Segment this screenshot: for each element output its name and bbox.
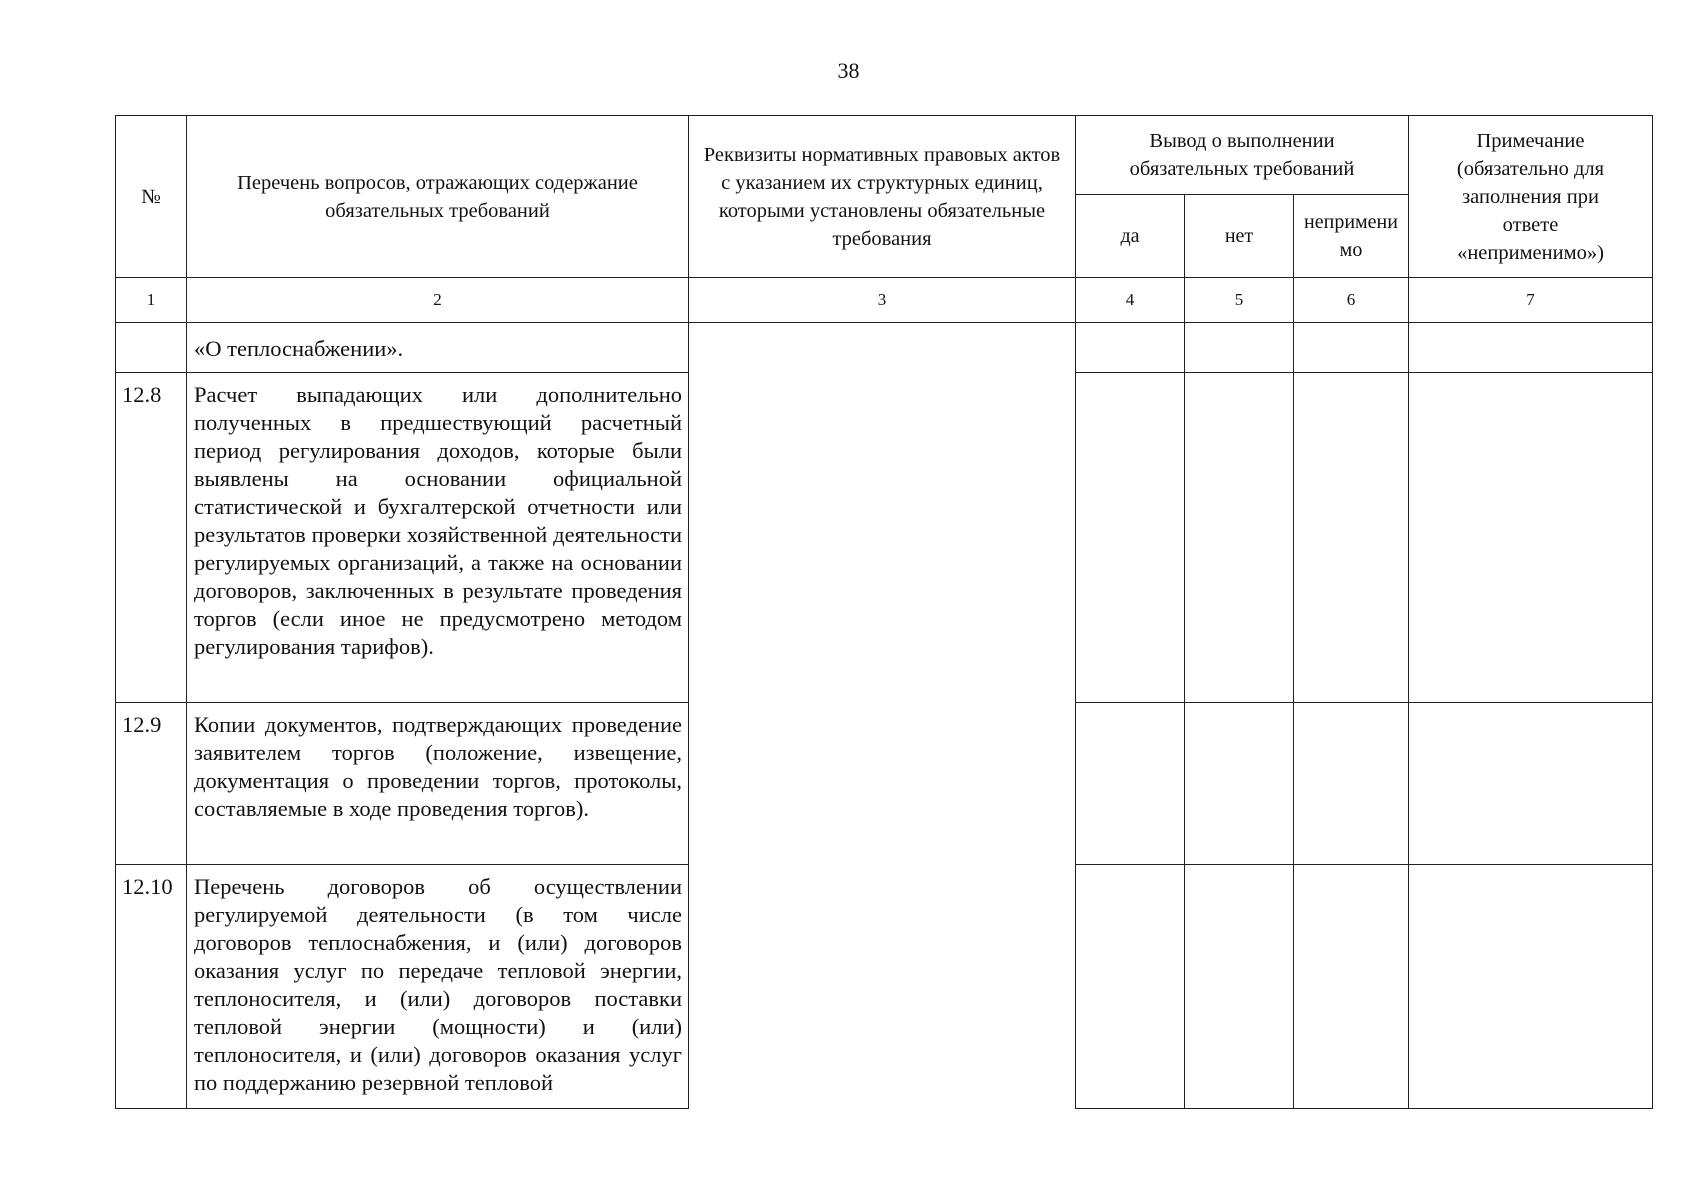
requisites-cell <box>689 323 1076 1109</box>
note-cell[interactable] <box>1409 703 1653 865</box>
row-number: 12.10 <box>116 865 187 1109</box>
answer-not-applicable-cell[interactable] <box>1294 373 1409 703</box>
answer-no-cell[interactable] <box>1185 865 1294 1109</box>
page-number: 38 <box>837 58 860 83</box>
header-yes: да <box>1076 195 1185 278</box>
row-question-text: Расчет выпадающих или дополнительно полученных в предшествующий расчетный период регулирования доходов, которые были выявлены на основании официальной статистической и бухгалтерской отчетности или результатов проверки хозяйственной деятельности регулируемых организаций, а также на основании договоров, заключенных в результате проведения торгов (если иное не предусмотрено методом регулирования тарифов). <box>187 373 689 703</box>
column-number-3: 3 <box>689 278 1076 323</box>
row-question-text: Копии документов, подтверждающих проведение заявителем торгов (положение, извещение, документация о проведении торгов, протоколы, составляемые в ходе проведения торгов). <box>187 703 689 865</box>
column-number-5: 5 <box>1185 278 1294 323</box>
answer-not-applicable-cell[interactable] <box>1294 865 1409 1109</box>
answer-not-applicable-cell[interactable] <box>1294 323 1409 373</box>
answer-no-cell[interactable] <box>1185 323 1294 373</box>
row-question-text: Перечень договоров об осуществлении регулируемой деятельности (в том числе договоров теплоснабжения, и (или) договоров оказания услуг по передаче тепловой энергии, теплоносителя, и (или) договоров поставки тепловой энергии (мощности) и (или) теплоносителя, и (или) договоров оказания услуг по поддержанию резервной тепловой <box>187 865 689 1109</box>
header-requisites: Реквизиты нормативных правовых актов с указанием их структурных единиц, которыми установлены обязательные требования <box>689 116 1076 278</box>
note-cell[interactable] <box>1409 865 1653 1109</box>
answer-yes-cell[interactable] <box>1076 323 1185 373</box>
header-note: Примечание (обязательно для заполнения при ответе «неприменимо») <box>1409 116 1653 278</box>
answer-yes-cell[interactable] <box>1076 703 1185 865</box>
note-cell[interactable] <box>1409 373 1653 703</box>
answer-no-cell[interactable] <box>1185 703 1294 865</box>
header-conclusion: Вывод о выполнении обязательных требований <box>1076 116 1409 195</box>
column-number-7: 7 <box>1409 278 1653 323</box>
row-number: 12.9 <box>116 703 187 865</box>
answer-not-applicable-cell[interactable] <box>1294 703 1409 865</box>
answer-yes-cell[interactable] <box>1076 373 1185 703</box>
requirements-checklist-table <box>115 115 1653 1109</box>
answer-yes-cell[interactable] <box>1076 865 1185 1109</box>
column-number-2: 2 <box>187 278 689 323</box>
column-number-1: 1 <box>116 278 187 323</box>
column-number-6: 6 <box>1294 278 1409 323</box>
note-cell[interactable] <box>1409 323 1653 373</box>
column-number-4: 4 <box>1076 278 1185 323</box>
table-row <box>116 323 1653 373</box>
row-number: 12.8 <box>116 373 187 703</box>
header-questions: Перечень вопросов, отражающих содержание обязательных требований <box>187 116 689 278</box>
answer-no-cell[interactable] <box>1185 373 1294 703</box>
header-number: № <box>116 116 187 278</box>
header-not-applicable: неприменимо <box>1294 195 1409 278</box>
header-no: нет <box>1185 195 1294 278</box>
row-number <box>116 323 187 373</box>
row-question-text: «О теплоснабжении». <box>187 323 689 373</box>
